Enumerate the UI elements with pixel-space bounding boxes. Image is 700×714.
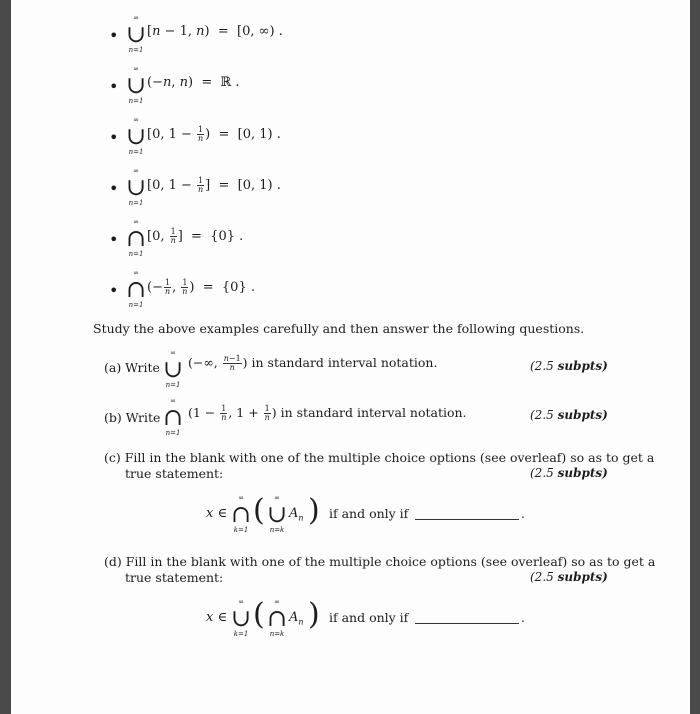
intro-text: Study the above examples carefully and then answer the following questions.	[93, 321, 585, 336]
question-c-term-letter: A	[289, 506, 299, 521]
question-b-intersection-symbol: ∩	[162, 403, 184, 431]
question-c-outer-upper: ∞	[238, 494, 244, 502]
question-c-prefix: x ∈	[206, 506, 228, 521]
example-item	[11, 210, 611, 258]
example-expression: (−n, n) = ℝ .	[147, 75, 240, 90]
upper-limit: ∞	[133, 218, 139, 226]
upper-limit: ∞	[133, 269, 139, 277]
operator-symbol: ∪	[125, 71, 147, 99]
question-c-outer-symbol: ∩	[230, 500, 252, 528]
question-b-lower-limit: n=1	[165, 429, 181, 437]
question-b-label: (b) Write	[104, 410, 161, 425]
question-c-inner-upper: ∞	[274, 494, 280, 502]
question-d-outer-operator	[226, 598, 256, 638]
upper-limit: ∞	[133, 167, 139, 175]
question-d-right-paren: )	[308, 597, 320, 632]
question-c-inner-lower: n=k	[269, 526, 285, 534]
question-c-left-paren: (	[253, 493, 265, 528]
question-d-outer-lower: k=1	[233, 630, 249, 638]
question-d-iff: if and only if	[329, 610, 409, 625]
question-a-union-operator	[158, 349, 188, 389]
question-d-inner-operator	[262, 598, 292, 638]
bullet-icon: •	[109, 230, 119, 249]
bullet-icon: •	[109, 128, 119, 147]
question-d-inner-symbol: ∩	[266, 604, 288, 632]
question-c-term	[289, 506, 304, 523]
question-a-label: (a) Write	[104, 360, 160, 375]
document-page	[11, 0, 690, 714]
question-d-points	[530, 570, 608, 584]
example-item	[11, 57, 611, 105]
question-c-answer-blank[interactable]	[415, 519, 519, 520]
example-item	[11, 261, 611, 309]
question-a-union-symbol: ∪	[162, 355, 184, 383]
bullet-icon: •	[109, 281, 119, 300]
lower-limit: n=1	[128, 199, 144, 207]
example-item	[11, 108, 611, 156]
operator-symbol: ∩	[125, 275, 147, 303]
question-b-upper-limit: ∞	[170, 397, 176, 405]
question-d-inner-upper: ∞	[274, 598, 280, 606]
question-b-points	[530, 408, 608, 422]
bullet-icon: •	[109, 77, 119, 96]
question-d-term-letter: A	[289, 610, 299, 625]
operator-symbol: ∩	[125, 224, 147, 252]
operator-symbol: ∪	[125, 122, 147, 150]
question-a-points-value: (2.5	[530, 359, 554, 373]
question-d-outer-symbol: ∪	[230, 604, 252, 632]
question-d-prefix: x ∈	[206, 610, 228, 625]
question-d-line2: true statement:	[125, 570, 224, 585]
lower-limit: n=1	[128, 301, 144, 309]
question-b-points-value: (2.5	[530, 408, 554, 422]
upper-limit: ∞	[133, 14, 139, 22]
operator-symbol: ∪	[125, 173, 147, 201]
question-d-answer-blank[interactable]	[415, 623, 519, 624]
upper-limit: ∞	[133, 65, 139, 73]
question-c-points-unit: subpts)	[557, 466, 608, 480]
question-c-inner-operator	[262, 494, 292, 534]
example-expression: [0, 1 − $\frac{1}{n}$ ] = [0, 1) .	[147, 176, 281, 194]
question-d-term	[289, 610, 304, 627]
question-a-points-unit: subpts)	[557, 359, 608, 373]
bullet-icon: •	[109, 26, 119, 45]
example-expression: [n − 1, n) = [0, ∞) .	[147, 24, 283, 39]
example-item	[11, 159, 611, 207]
lower-limit: n=1	[128, 46, 144, 54]
question-d-line1: (d) Fill in the blank with one of the multiple choice options (see overleaf) so as to get a	[104, 554, 656, 569]
question-b-points-unit: subpts)	[557, 408, 608, 422]
question-d-inner-lower: n=k	[269, 630, 285, 638]
question-c-points-value: (2.5	[530, 466, 554, 480]
question-a-points	[530, 359, 608, 373]
lower-limit: n=1	[128, 97, 144, 105]
question-c-line2: true statement:	[125, 466, 224, 481]
question-c-term-subscript: n	[298, 513, 304, 523]
upper-limit: ∞	[133, 116, 139, 124]
question-c-outer-lower: k=1	[233, 526, 249, 534]
example-expression: [0, $\frac{1}{n}$ ] = {0} .	[147, 227, 244, 245]
example-expression: (− $\frac{1}{n}$ , $\frac{1}{n}$ ) = {0} .	[147, 278, 255, 296]
question-b-expression: (1 − $\frac{1}{n}$ , 1 + $\frac{1}{n}$ ) in standard interval notation.	[188, 404, 467, 422]
example-item	[11, 6, 611, 54]
question-d-term-subscript: n	[298, 617, 304, 627]
question-c-inner-symbol: ∪	[266, 500, 288, 528]
question-a-lower-limit: n=1	[165, 381, 181, 389]
question-c-period: .	[521, 506, 525, 521]
question-c-right-paren: )	[308, 493, 320, 528]
question-c-points	[530, 466, 608, 480]
question-c-outer-operator	[226, 494, 256, 534]
lower-limit: n=1	[128, 148, 144, 156]
question-a-upper-limit: ∞	[170, 349, 176, 357]
question-d-points-unit: subpts)	[557, 570, 608, 584]
operator-symbol: ∪	[125, 20, 147, 48]
question-d-outer-upper: ∞	[238, 598, 244, 606]
question-d-period: .	[521, 610, 525, 625]
question-d-points-value: (2.5	[530, 570, 554, 584]
lower-limit: n=1	[128, 250, 144, 258]
question-b-intersection-operator	[158, 397, 188, 437]
bullet-icon: •	[109, 179, 119, 198]
question-c-line1: (c) Fill in the blank with one of the multiple choice options (see overleaf) so as to get a	[104, 450, 655, 465]
question-c-iff: if and only if	[329, 506, 409, 521]
question-a-expression: (−∞, $\frac{n-1}{n}$ ) in standard interval notation.	[188, 354, 438, 372]
example-expression: [0, 1 − $\frac{1}{n}$ ) = [0, 1) .	[147, 125, 281, 143]
question-d-left-paren: (	[253, 597, 265, 632]
